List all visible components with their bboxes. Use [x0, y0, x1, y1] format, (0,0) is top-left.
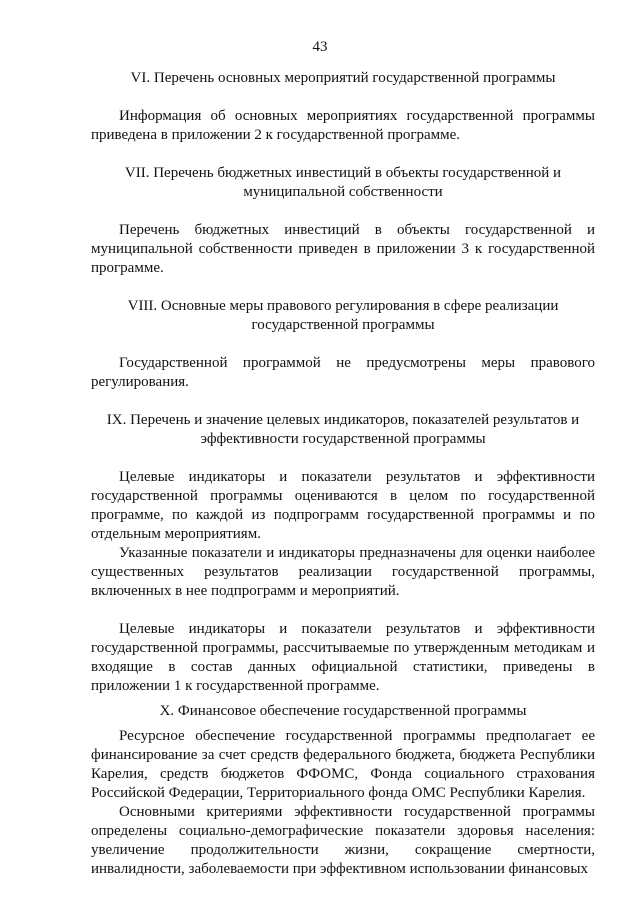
- section-viii-paragraph-1: Государственной программой не предусмотрены меры правового регулирования.: [91, 355, 595, 390]
- section-x-paragraph-2: Основными критериями эффективности государственной программы определены социально-демографические показатели здоровья населения: увеличение продолжительности жизни, сокращение смертности, инвалидности, заболеваемости при эффективном использовании финансовых: [91, 804, 595, 877]
- section-ix-paragraph-3: Целевые индикаторы и показатели результатов и эффективности государственной программы, рассчитываемые по утвержденным методикам и входящие в состав данных официальной статистики, приведены в приложении 1 к государственной программе.: [91, 621, 595, 694]
- section-vi-paragraph-1: Информация об основных мероприятиях государственной программы приведена в приложении 2 к государственной программе.: [91, 108, 595, 143]
- section-vii-paragraph-1: Перечень бюджетных инвестиций в объекты государственной и муниципальной собственности приведен в приложении 3 к государственной программе.: [91, 222, 595, 276]
- section-heading-x: X. Финансовое обеспечение государственной программы: [159, 703, 527, 719]
- section-x-paragraph-1: Ресурсное обеспечение государственной программы предполагает ее финансирование за счет средств федерального бюджета, бюджета Республики Карелия, средств бюджетов ФФОМС, Фонда социального страхования Российской Федерации, Территориального фонда ОМС Республики Карелия.: [91, 728, 595, 801]
- section-ix-paragraph-2: Указанные показатели и индикаторы предназначены для оценки наиболее существенных результатов реализации государственной программы, включенных в нее подпрограмм и мероприятий.: [91, 545, 595, 599]
- section-heading-vi: VI. Перечень основных мероприятий государственной программы: [130, 70, 556, 86]
- page-content: [91, 69, 595, 879]
- section-heading-ix: IX. Перечень и значение целевых индикаторов, показателей результатов и эффективности государственной программы: [106, 412, 580, 447]
- section-ix-paragraph-1: Целевые индикаторы и показатели результатов и эффективности государственной программы оцениваются в целом по государственной программе, по каждой из подпрограмм государственной программы и по отдельным мероприятиям.: [91, 469, 595, 542]
- page-number: 43: [312, 39, 328, 55]
- section-heading-vii: VII. Перечень бюджетных инвестиций в объекты государственной и муниципальной собственности: [124, 165, 562, 200]
- section-heading-viii: VIII. Основные меры правового регулирования в сфере реализации государственной программы: [127, 298, 559, 333]
